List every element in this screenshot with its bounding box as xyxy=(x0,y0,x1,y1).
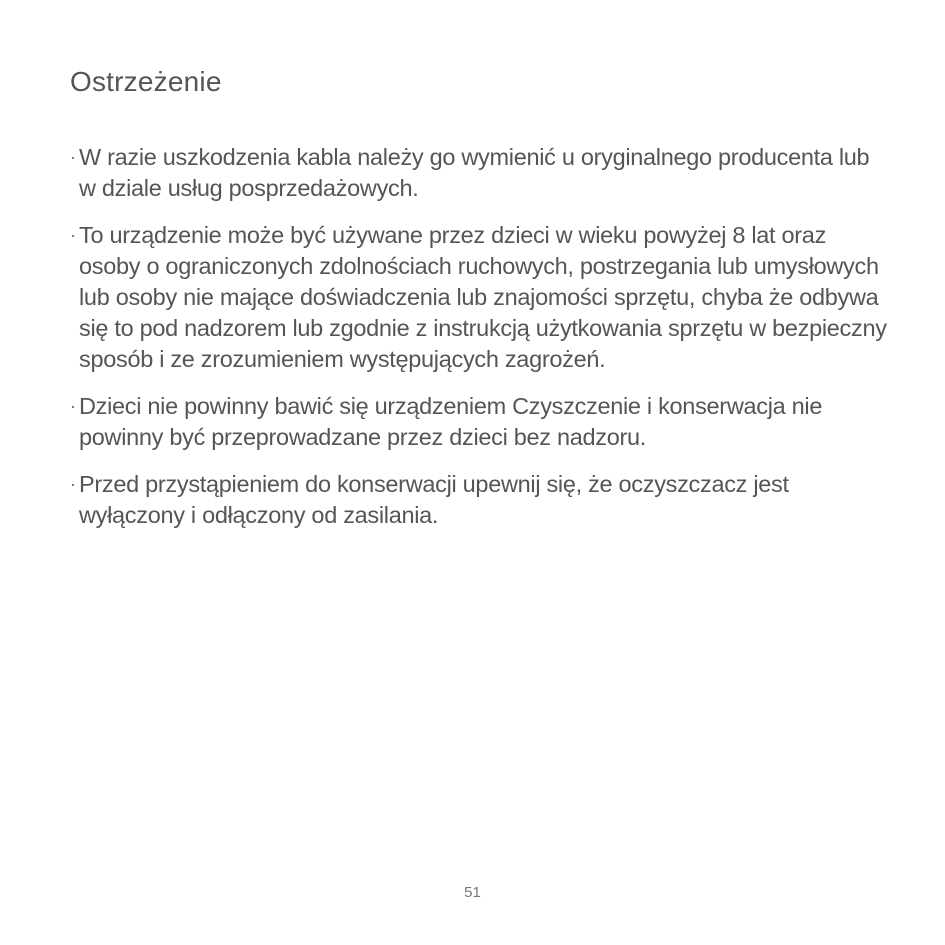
warning-text: To urządzenie może być używane przez dzieci w wieku powyżej 8 lat oraz osoby o ograniczonych zdolnościach ruchowych, postrzegania lub umysłowych lub osoby nie mające doświadczenia lub znajomości sprzętu, chyba że odbywa się to pod nadzorem lub zgodnie z instrukcją użytkowania sprzętu w bezpieczny sposób i ze zrozumieniem występujących zagrożeń. xyxy=(79,222,887,372)
warning-item xyxy=(70,142,890,204)
warning-text: Dzieci nie powinny bawić się urządzeniem Czyszczenie i konserwacja nie powinny być przeprowadzane przez dzieci bez nadzoru. xyxy=(79,393,823,450)
warning-list xyxy=(70,142,890,547)
warning-item xyxy=(70,469,890,531)
page-title: Ostrzeżenie xyxy=(70,66,222,97)
warning-text: W razie uszkodzenia kabla należy go wymienić u oryginalnego producenta lub w dziale usług posprzedażowych. xyxy=(79,144,870,201)
bullet-icon: · xyxy=(70,474,76,494)
warning-item xyxy=(70,220,890,375)
warning-text: Przed przystąpieniem do konserwacji upewnij się, że oczyszczacz jest wyłączony i odłączony od zasilania. xyxy=(79,471,789,528)
page-number: 51 xyxy=(464,884,481,901)
warning-item xyxy=(70,391,890,453)
bullet-icon: · xyxy=(70,225,76,245)
bullet-icon: · xyxy=(70,147,76,167)
bullet-icon: · xyxy=(70,396,76,416)
